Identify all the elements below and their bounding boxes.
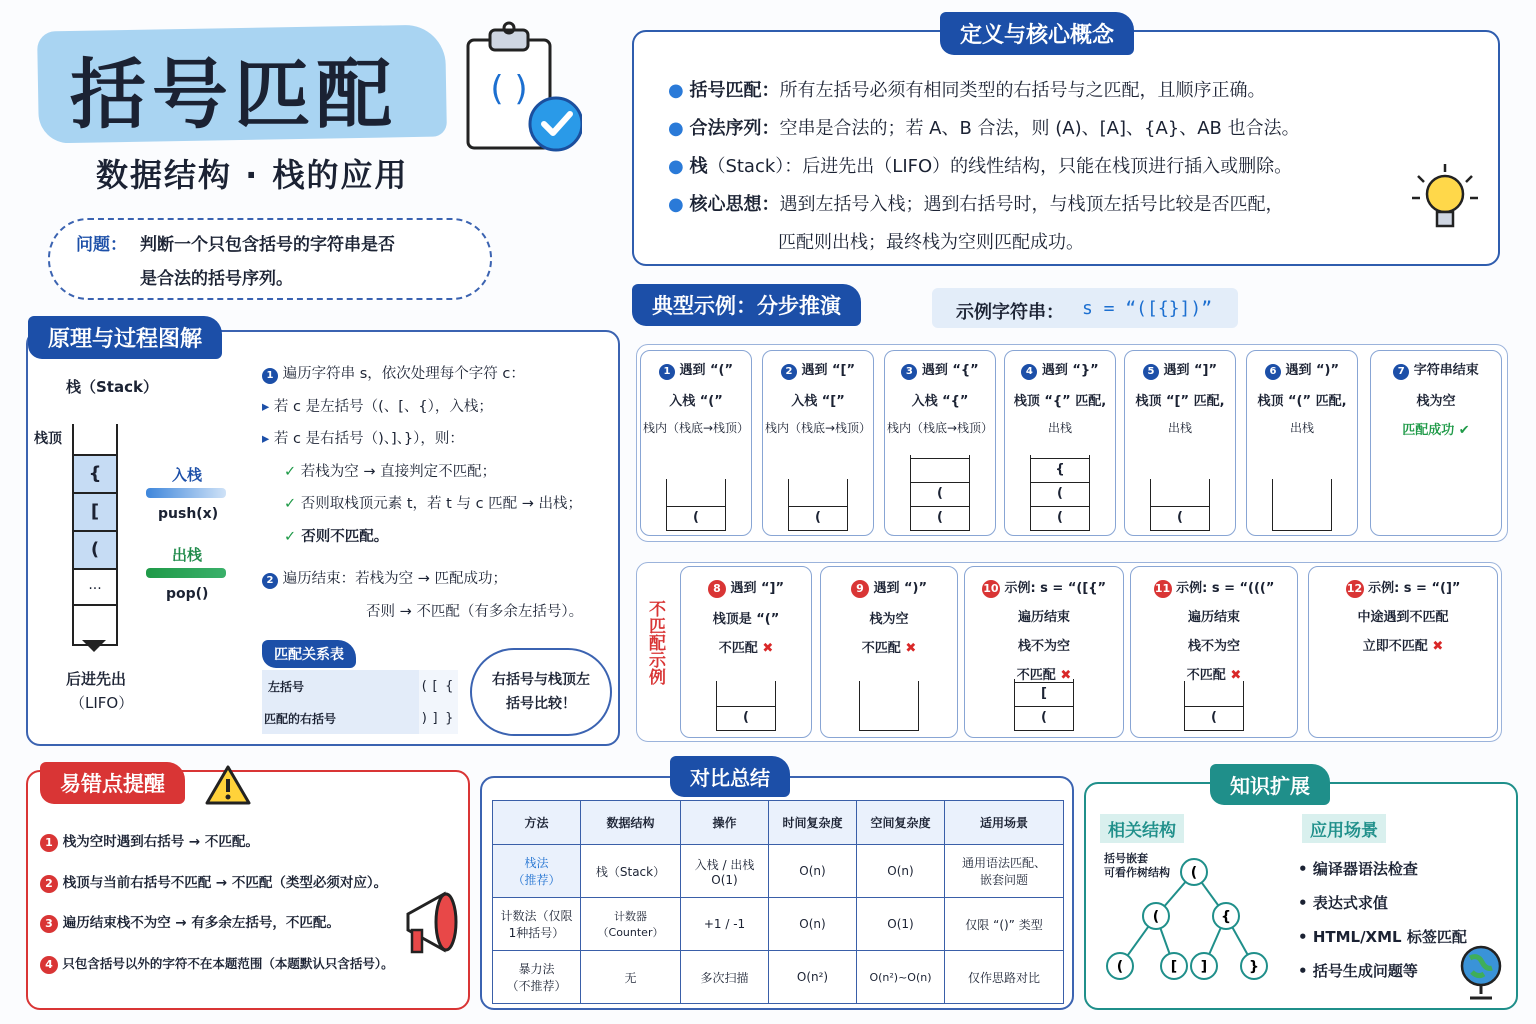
compare-cell: O(n) <box>769 898 857 951</box>
match-cell: ( <box>421 678 427 694</box>
compare-row <box>493 845 1064 898</box>
definition-list <box>668 72 1468 262</box>
bad-line-1b: 遍历结束 <box>1017 610 1070 625</box>
problem-text-2: 是合法的括号序列。 <box>140 269 293 289</box>
pop-fn: pop() <box>166 586 209 602</box>
step-check: ✓ 若栈为空 → 直接判定不匹配； <box>284 463 497 480</box>
example-step-card <box>1370 350 1502 536</box>
mini-stack <box>716 681 776 731</box>
globe-icon <box>1458 944 1504 1006</box>
definition-item: ● 核心思想：遇到左括号入栈；遇到右括号时，与栈顶左括号比较是否匹配， <box>668 194 1284 215</box>
step-2: 2 遍历结束：若栈为空 → 匹配成功； <box>262 563 614 596</box>
app-item: • 编译器语法检查 <box>1298 860 1418 878</box>
apps-header: 应用场景 <box>1302 814 1386 843</box>
compare-cell: 仅限 “()” 类型 <box>945 898 1064 951</box>
example-step-card <box>1124 350 1236 536</box>
example-string-value: s = “([{}])” <box>1082 298 1213 319</box>
match-cell: 匹配的右括号 <box>262 702 419 734</box>
mini-stack <box>1014 679 1074 731</box>
compare-head-row <box>493 801 1064 845</box>
mini-stack-cell <box>911 458 969 482</box>
lifo-label: 后进先出 <box>66 670 127 688</box>
bad-example-card <box>680 566 812 738</box>
compare-cell: O(n²)~O(n) <box>857 951 945 1004</box>
bad-line-2: 立即不匹配 ✖ <box>1362 639 1444 654</box>
bad-example-card <box>1308 566 1498 738</box>
mini-stack-cell: ( <box>911 506 969 530</box>
page-title: 括号匹配 <box>70 50 398 139</box>
step-line: 遇到 “{” <box>921 363 979 378</box>
lifo-label-en: （LIFO） <box>70 694 134 712</box>
mini-stack <box>788 479 848 531</box>
example-step-card <box>1246 350 1358 536</box>
compare-cell: O(n) <box>857 845 945 898</box>
bad-line-0: 示例: s = “(]” <box>1368 581 1461 596</box>
bad-number: 11 <box>1154 580 1172 598</box>
example-header: 典型示例：分步推演 <box>632 284 861 326</box>
svg-text:( ): ( ) <box>490 69 528 109</box>
step-1: 1 遍历字符串 s，依次处理每个字符 c： <box>262 358 614 391</box>
tree-node-label: [ <box>1170 959 1178 975</box>
mini-stack <box>910 455 970 531</box>
example-step-card <box>640 350 752 536</box>
definition-item-cont: 匹配则出栈；最终栈为空则匹配成功。 <box>778 232 1084 253</box>
step-number: 3 <box>901 364 917 380</box>
bad-number: 8 <box>708 580 726 598</box>
stack-cell: ... <box>74 568 116 606</box>
step-line-3: 匹配成功 ✔ <box>1402 423 1470 438</box>
bad-line-0: 示例: s = “(((” <box>1176 581 1275 596</box>
definition-item: ● 合法序列：空串是合法的；若 A、B 合法，则 (A)、[A]、{A}、AB 也合法。 <box>668 118 1300 139</box>
pop-label: 出栈 <box>172 546 203 564</box>
bad-line-1: 遇到 “]” <box>730 581 785 596</box>
compare-cell: 多次扫描 <box>681 951 769 1004</box>
definition-item: ● 括号匹配：所有左括号必须有相同类型的右括号与之匹配，且顺序正确。 <box>668 80 1266 101</box>
pitfall-item: 2 栈顶与当前右括号不匹配 → 不匹配（类型必须对应）。 <box>40 863 460 904</box>
lightbulb-icon <box>1410 162 1480 244</box>
definition-item: ● 栈（Stack）：后进先出（LIFO）的线性结构，只能在栈顶进行插入或删除。 <box>668 156 1293 177</box>
step-line-2: 入栈 “[” <box>791 394 845 409</box>
step-check: ✓ 否则取栈顶元素 t，若 t 与 c 匹配 → 出栈； <box>284 496 583 512</box>
stack-cell: ( <box>74 530 116 568</box>
mini-stack-cell: ( <box>1015 706 1073 730</box>
mini-stack <box>1272 479 1332 531</box>
bad-example-card <box>820 566 958 738</box>
step-number: 5 <box>1143 364 1159 380</box>
step-check: ✓ 否则不匹配。 <box>284 528 389 545</box>
example-string-label: 示例字符串： <box>956 302 1064 323</box>
bad-line-2: 栈不为空 <box>1017 639 1070 654</box>
pitfall-item: 1 栈为空时遇到右括号 → 不匹配。 <box>40 822 460 863</box>
example-step-card <box>1004 350 1116 536</box>
bad-line-2: 栈顶是 “(” <box>712 612 780 627</box>
stack-label: 栈（Stack） <box>66 378 158 396</box>
step-line-3: 出栈 <box>1289 421 1314 435</box>
step-line-2: 栈顶 “[” 匹配, <box>1135 394 1225 409</box>
compare-row <box>493 898 1064 951</box>
bad-side-label: 不匹配示例 <box>645 600 665 685</box>
stack-diagram <box>72 424 118 646</box>
compare-cell: +1 / -1 <box>681 898 769 951</box>
compare-cell: 计数法（仅限 1种括号） <box>493 898 581 951</box>
push-arrow <box>146 488 226 498</box>
step-line-2: 入栈 “(” <box>669 394 723 409</box>
match-cell: [ <box>432 678 438 694</box>
compare-cell: 入栈 / 出栈 O(1) <box>681 845 769 898</box>
step-bullet: ▸ 若 c 是左括号（(、[、{），入栈； <box>262 398 493 415</box>
match-cell: ) <box>421 710 427 726</box>
clipboard-icon <box>462 18 582 158</box>
problem-text-1: 判断一个只包含括号的字符串是否 <box>140 235 395 255</box>
step-line-3: 栈内（栈底→栈顶） <box>886 421 994 435</box>
step-line-2: 栈顶 “(” 匹配, <box>1257 394 1347 409</box>
step-line-3: 出栈 <box>1167 421 1192 435</box>
principle-header: 原理与过程图解 <box>28 316 222 359</box>
stack-top-label: 栈顶 <box>34 431 62 447</box>
compare-cell: 仅作思路对比 <box>945 951 1064 1004</box>
related-header: 相关结构 <box>1100 814 1184 843</box>
tree-node-label: ( <box>1116 959 1124 975</box>
tree-node-label: ( <box>1190 865 1198 881</box>
match-cell: 左括号 <box>262 670 419 702</box>
mini-stack-cell: [ <box>1015 682 1073 706</box>
mini-stack-cell: ( <box>1185 706 1243 730</box>
push-label: 入栈 <box>172 466 203 484</box>
step-line: 遇到 “[” <box>801 363 856 378</box>
bad-example-card <box>1130 566 1298 738</box>
step-line: 字符串结束 <box>1413 363 1479 378</box>
mini-stack-cell: ( <box>789 506 847 530</box>
step-line-3: 栈内（栈底→栈顶） <box>764 421 872 435</box>
bad-example-card <box>964 566 1124 738</box>
definition-header: 定义与核心概念 <box>940 12 1134 55</box>
step-number: 1 <box>659 364 675 380</box>
tree-node-label: { <box>1221 909 1231 925</box>
app-item: • HTML/XML 标签匹配 <box>1298 928 1467 946</box>
bad-line-3: 不匹配 ✖ <box>1186 668 1242 683</box>
bad-number: 12 <box>1346 580 1364 598</box>
tree-diagram <box>1098 850 1282 990</box>
pitfall-item: 4 只包含括号以外的字符不在本题范围（本题默认只含括号）。 <box>40 944 460 985</box>
megaphone-icon <box>398 886 472 970</box>
compare-cell: 无 <box>581 951 681 1004</box>
stack-cell: { <box>74 454 116 492</box>
match-table <box>262 670 458 734</box>
compare-col: 时间复杂度 <box>769 801 857 845</box>
match-cell: ] <box>432 710 438 726</box>
pitfalls-header: 易错点提醒 <box>40 762 185 804</box>
bad-line-0: 示例: s = “([{” <box>1004 581 1107 596</box>
stack-bottom-arrow <box>82 640 106 652</box>
push-fn: push(x) <box>158 506 219 522</box>
step-number: 6 <box>1265 364 1281 380</box>
tree-node-label: ( <box>1152 909 1160 925</box>
mini-stack <box>859 681 919 731</box>
mini-stack-cell: ( <box>667 506 725 530</box>
example-step-card <box>762 350 874 536</box>
step-line-2: 栈顶 “{” 匹配, <box>1013 394 1107 409</box>
mini-stack <box>1150 479 1210 531</box>
step-line-3: 出栈 <box>1047 421 1072 435</box>
bad-line-3: 不匹配 ✖ <box>861 641 917 656</box>
step-number: 4 <box>1021 364 1037 380</box>
mini-stack <box>1184 681 1244 731</box>
subtitle: 数据结构 · 栈的应用 <box>96 156 409 194</box>
tip-cloud: 右括号与栈顶左括号比较！ <box>470 648 612 736</box>
step-2b: 否则 → 不匹配（有多余左括号）。 <box>366 603 584 620</box>
step-line-2: 入栈 “{” <box>911 394 969 409</box>
bad-line-3: 不匹配 ✖ <box>718 641 774 656</box>
compare-cell: 栈法 （推荐） <box>493 845 581 898</box>
mini-stack-cell: ( <box>1031 506 1089 530</box>
step-bullet: ▸ 若 c 是右括号（)、]、}），则： <box>262 431 464 447</box>
bad-number: 9 <box>851 580 869 598</box>
step-number: 2 <box>781 364 797 380</box>
compare-row <box>493 951 1064 1004</box>
problem-label: 问题： <box>76 235 127 255</box>
warning-icon <box>204 764 252 810</box>
stack-cell: [ <box>74 492 116 530</box>
apps-list <box>1298 852 1467 988</box>
step-line: 遇到 “)” <box>1285 363 1340 378</box>
bad-line-1b: 中途遇到不匹配 <box>1357 610 1449 625</box>
match-cell: } <box>445 710 454 726</box>
bad-line-2: 栈不为空 <box>1187 639 1240 654</box>
mini-stack <box>666 479 726 531</box>
step-line-2: 栈为空 <box>1416 394 1456 409</box>
compare-cell: 暴力法 （不推荐） <box>493 951 581 1004</box>
example-step-card <box>884 350 996 536</box>
compare-header: 对比总结 <box>670 756 790 797</box>
mini-stack-cell: ( <box>717 706 775 730</box>
app-item: • 括号生成问题等 <box>1298 962 1418 980</box>
mini-stack-cell: { <box>1031 458 1089 482</box>
bad-line-3: 不匹配 ✖ <box>1016 668 1072 683</box>
pitfalls-list <box>40 822 460 984</box>
compare-col: 操作 <box>681 801 769 845</box>
step-line: 遇到 “]” <box>1163 363 1218 378</box>
bad-line-1b: 遍历结束 <box>1187 610 1240 625</box>
step-number: 7 <box>1393 364 1409 380</box>
step-line-3: 栈内（栈底→栈顶） <box>642 421 750 435</box>
compare-cell: 栈（Stack） <box>581 845 681 898</box>
compare-table <box>492 800 1064 1004</box>
compare-cell: 通用语法匹配、 嵌套问题 <box>945 845 1064 898</box>
app-item: • 表达式求值 <box>1298 894 1388 912</box>
mini-stack-cell: ( <box>1151 506 1209 530</box>
match-table-header: 匹配关系表 <box>262 640 356 668</box>
tree-node-label: ] <box>1200 959 1208 975</box>
compare-col: 方法 <box>493 801 581 845</box>
steps-list <box>262 358 614 628</box>
mini-stack <box>1030 455 1090 531</box>
step-line: 遇到 “(” <box>679 363 734 378</box>
compare-cell: O(1) <box>857 898 945 951</box>
bad-number: 10 <box>982 580 1000 598</box>
step-line: 遇到 “}” <box>1041 363 1099 378</box>
compare-col: 数据结构 <box>581 801 681 845</box>
compare-cell: 计数器（Counter） <box>581 898 681 951</box>
pitfall-item: 3 遍历结束栈不为空 → 有多余左括号，不匹配。 <box>40 903 460 944</box>
compare-cell: O(n) <box>769 845 857 898</box>
compare-col: 适用场景 <box>945 801 1064 845</box>
mini-stack-cell: ( <box>1031 482 1089 506</box>
compare-cell: O(n²) <box>769 951 857 1004</box>
tree-node-label: } <box>1249 959 1259 975</box>
match-cell: { <box>445 678 454 694</box>
pop-arrow <box>146 568 226 578</box>
bad-line-1: 遇到 “)” <box>873 581 928 596</box>
bad-line-2: 栈为空 <box>869 612 909 627</box>
tree-note: 括号嵌套 可看作树结构 <box>1104 852 1170 879</box>
compare-col: 空间复杂度 <box>857 801 945 845</box>
knowledge-header: 知识扩展 <box>1210 764 1330 805</box>
mini-stack-cell: ( <box>911 482 969 506</box>
